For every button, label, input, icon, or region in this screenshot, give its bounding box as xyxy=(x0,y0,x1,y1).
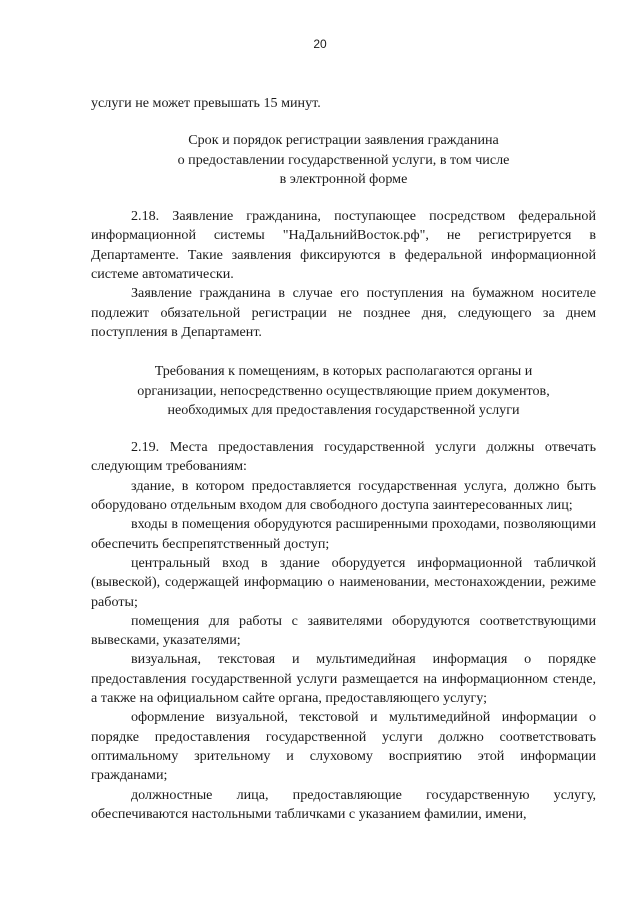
paragraph-2-19: 2.19. Места предоставления государственной услуги должны отвечать следующим требованиям: xyxy=(91,439,596,475)
page-number: 20 xyxy=(313,37,327,51)
heading-text: Требования к помещениям, в которых располагаются органы и организации, непосредственно осуществляющие прием документов, необходимых для предоставления государственной услуги xyxy=(137,363,550,418)
list-item-info-stand: визуальная, текстовая и мультимедийная информация о порядке предоставления государственной услуги размещается на информационном стенде, а также на официальном сайте органа, предоставляющего услугу; xyxy=(91,651,596,707)
page-body xyxy=(91,94,596,824)
section-heading-registration xyxy=(91,131,596,189)
paragraph-2-18: 2.18. Заявление гражданина, поступающее посредством федеральной информационной системы "НаДальнийВосток.рф", не регистрируется в Департаменте. Такие заявления фиксируются в федеральной информационной системе автоматически. xyxy=(91,208,596,283)
paragraph-continuation: услуги не может превышать 15 минут. xyxy=(91,95,321,111)
list-item-building-entrance: здание, в котором предоставляется государственная услуга, должно быть оборудовано отдельным входом для свободного доступа заинтересованных лиц; xyxy=(91,477,596,514)
paragraph-paper-registration: Заявление гражданина в случае его поступления на бумажном носителе подлежит обязательной регистрации не позднее дня, следующего за днем поступления в Департамент. xyxy=(91,285,596,340)
heading-text: Срок и порядок регистрации заявления гражданина о предоставлении государственной услуги, в том числе в электронной форме xyxy=(177,132,510,187)
list-item-info-design: оформление визуальной, текстовой и мультимедийной информации о порядке предоставления государственной услуги должно соответствовать оптимальному зрительному и слуховому восприятию этой информации гражданами; xyxy=(91,709,596,784)
list-item-signboard: центральный вход в здание оборудуется информационной табличкой (вывеской), содержащей информацию о наименовании, местонахождении, режиме работы; xyxy=(91,554,596,610)
list-item-desk-nameplates: должностные лица, предоставляющие государственную услугу, обеспечиваются настольными табличками с указанием фамилии, имени, xyxy=(91,786,596,822)
list-item-room-signs: помещения для работы с заявителями оборудуются соответствующими вывесками, указателями; xyxy=(91,612,596,649)
section-heading-premises xyxy=(91,362,596,420)
list-item-wide-passages: входы в помещения оборудуются расширенными проходами, позволяющими обеспечить беспрепятственный доступ; xyxy=(91,516,596,552)
